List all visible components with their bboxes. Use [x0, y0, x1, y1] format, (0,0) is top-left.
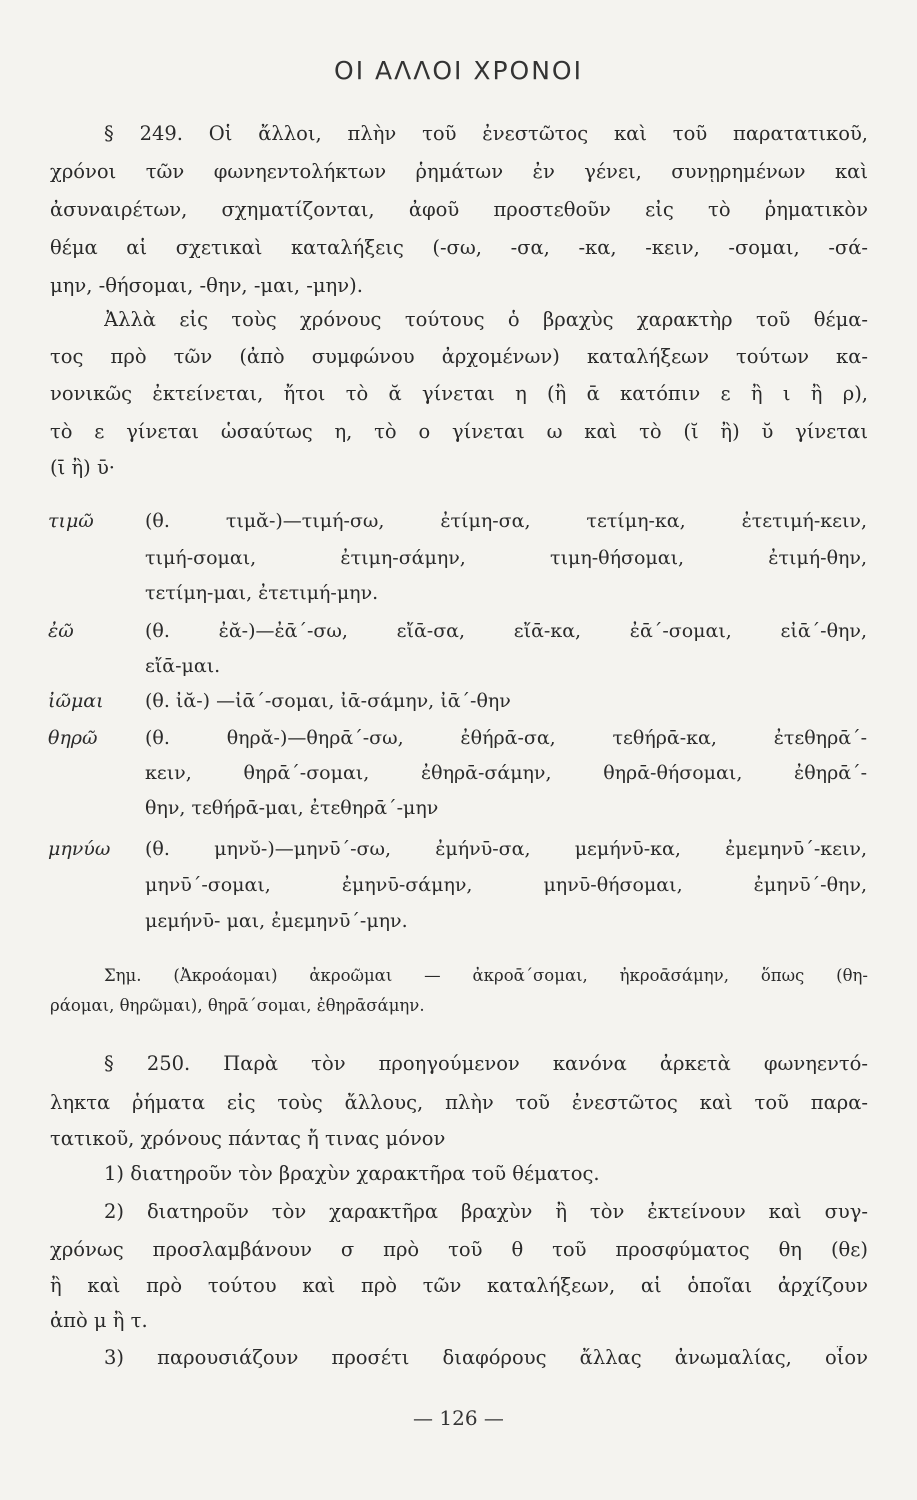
text-line: (ῑ ἢ) ῡ·: [50, 456, 115, 479]
example-line: (θ. θηρᾰ-)—θηρᾱ΄-σω, ἐθήρᾱ-σα, τεθήρᾱ-κα, ἐτεθηρᾱ΄-: [145, 727, 867, 749]
text-line: ληκτα ῥήματα εἰς τοὺς ἄλλους, πλὴν τοῦ ἐνεστῶτος καὶ τοῦ παρα-: [50, 1091, 868, 1114]
example-line: τιμή-σομαι, ἐτιμη-σάμην, τιμη-θήσομαι, ἐτιμή-θην,: [145, 547, 867, 569]
example-word: θηρῶ: [48, 727, 98, 749]
example-line: (θ. ἰᾰ-) —ἰᾱ΄-σομαι, ἰᾱ-σάμην, ἰᾱ΄-θην: [145, 690, 511, 712]
text-line: § 250. Παρὰ τὸν προηγούμενον κανόνα ἀρκετὰ φωνηεντό-: [104, 1052, 868, 1075]
text-line: 2) διατηροῦν τὸν χαρακτῆρα βραχὺν ἢ τὸν ἐκτείνουν καὶ συγ-: [104, 1200, 868, 1223]
text-line: § 249. Οἱ ἄλλοι, πλὴν τοῦ ἐνεστῶτος καὶ τοῦ παρατατικοῦ,: [104, 122, 868, 145]
text-line: τατικοῦ, χρόνους πάντας ἤ τινας μόνον: [50, 1127, 446, 1150]
text-line: νονικῶς ἐκτείνεται, ἤτοι τὸ ᾰ γίνεται η (ἢ ᾱ κατόπιν ε ἢ ι ἢ ρ),: [50, 382, 868, 405]
example-line: (θ. μηνῠ-)—μηνῡ΄-σω, ἐμήνῡ-σα, μεμήνῡ-κα, ἐμεμηνῡ΄-κειν,: [145, 838, 867, 860]
text-line: τος πρὸ τῶν (ἀπὸ συμφώνου ἀρχομένων) καταλήξεων τούτων κα-: [50, 345, 868, 368]
note-line: Σημ. (Ἀκροάομαι) ἀκροῶμαι — ἀκροᾱ΄σομαι, ἠκροᾱσάμην, ὅπως (θη-: [104, 966, 868, 985]
example-line: εἴᾱ-μαι.: [145, 655, 221, 677]
text-line: μην, -θήσομαι, -θην, -μαι, -μην).: [50, 274, 363, 297]
text-line: Ἀλλὰ εἰς τοὺς χρόνους τούτους ὁ βραχὺς χαρακτὴρ τοῦ θέμα-: [104, 308, 868, 331]
text-line: χρόνως προσλαμβάνουν σ πρὸ τοῦ θ τοῦ προσφύματος θη (θε): [50, 1238, 868, 1261]
example-line: τετίμη-μαι, ἐτετιμή-μην.: [145, 582, 379, 604]
text-line: 1) διατηροῦν τὸν βραχὺν χαρακτῆρα τοῦ θέματος.: [104, 1162, 600, 1185]
example-line: θην, τεθήρᾱ-μαι, ἐτεθηρᾱ΄-μην: [145, 797, 439, 819]
example-line: μηνῡ΄-σομαι, ἐμηνῡ-σάμην, μηνῡ-θήσομαι, ἐμηνῡ΄-θην,: [145, 874, 867, 896]
example-line: (θ. ἐᾰ-)—ἐᾱ΄-σω, εἴᾱ-σα, εἴᾱ-κα, ἐᾱ΄-σομαι, εἰᾱ΄-θην,: [145, 620, 867, 642]
example-line: (θ. τιμᾰ-)—τιμή-σω, ἐτίμη-σα, τετίμη-κα, ἐτετιμή-κειν,: [145, 510, 867, 532]
example-word: ἐῶ: [48, 620, 74, 642]
text-line: χρόνοι τῶν φωνηεντολήκτων ῥημάτων ἐν γένει, συνῃρημένων καὶ: [50, 160, 868, 183]
example-line: κειν, θηρᾱ΄-σομαι, ἐθηρᾱ-σάμην, θηρᾱ-θήσομαι, ἐθηρᾱ΄-: [145, 762, 867, 784]
text-line: 3) παρουσιάζουν προσέτι διαφόρους ἄλλας ἀνωμαλίας, οἷον: [104, 1346, 868, 1369]
text-line: ἢ καὶ πρὸ τούτου καὶ πρὸ τῶν καταλήξεων, αἱ ὁποῖαι ἀρχίζουν: [50, 1274, 868, 1297]
text-line: ἀσυναιρέτων, σχηματίζονται, ἀφοῦ προστεθοῦν εἰς τὸ ῥηματικὸν: [50, 198, 868, 221]
text-line: ἀπὸ μ ἢ τ.: [50, 1309, 148, 1332]
example-line: μεμήνῡ- μαι, ἐμεμηνῡ΄-μην.: [145, 910, 408, 932]
text-line: θέμα αἱ σχετικαὶ καταλήξεις (-σω, -σα, -κα, -κειν, -σομαι, -σά-: [50, 236, 868, 259]
note-line: ράομαι, θηρῶμαι), θηρᾱ΄σομαι, ἐθηρᾱσάμην.: [50, 996, 425, 1015]
example-word: ἰῶμαι: [48, 690, 104, 712]
example-word: τιμῶ: [48, 510, 94, 532]
page-heading: ΟΙ ΑΛΛΟΙ ΧΡΟΝΟΙ: [334, 56, 583, 85]
page-number: — 126 —: [413, 1406, 504, 1430]
example-word: μηνύω: [48, 838, 111, 860]
text-line: τὸ ε γίνεται ὡσαύτως η, τὸ ο γίνεται ω καὶ τὸ (ῐ ἢ) ῠ γίνεται: [50, 420, 868, 443]
